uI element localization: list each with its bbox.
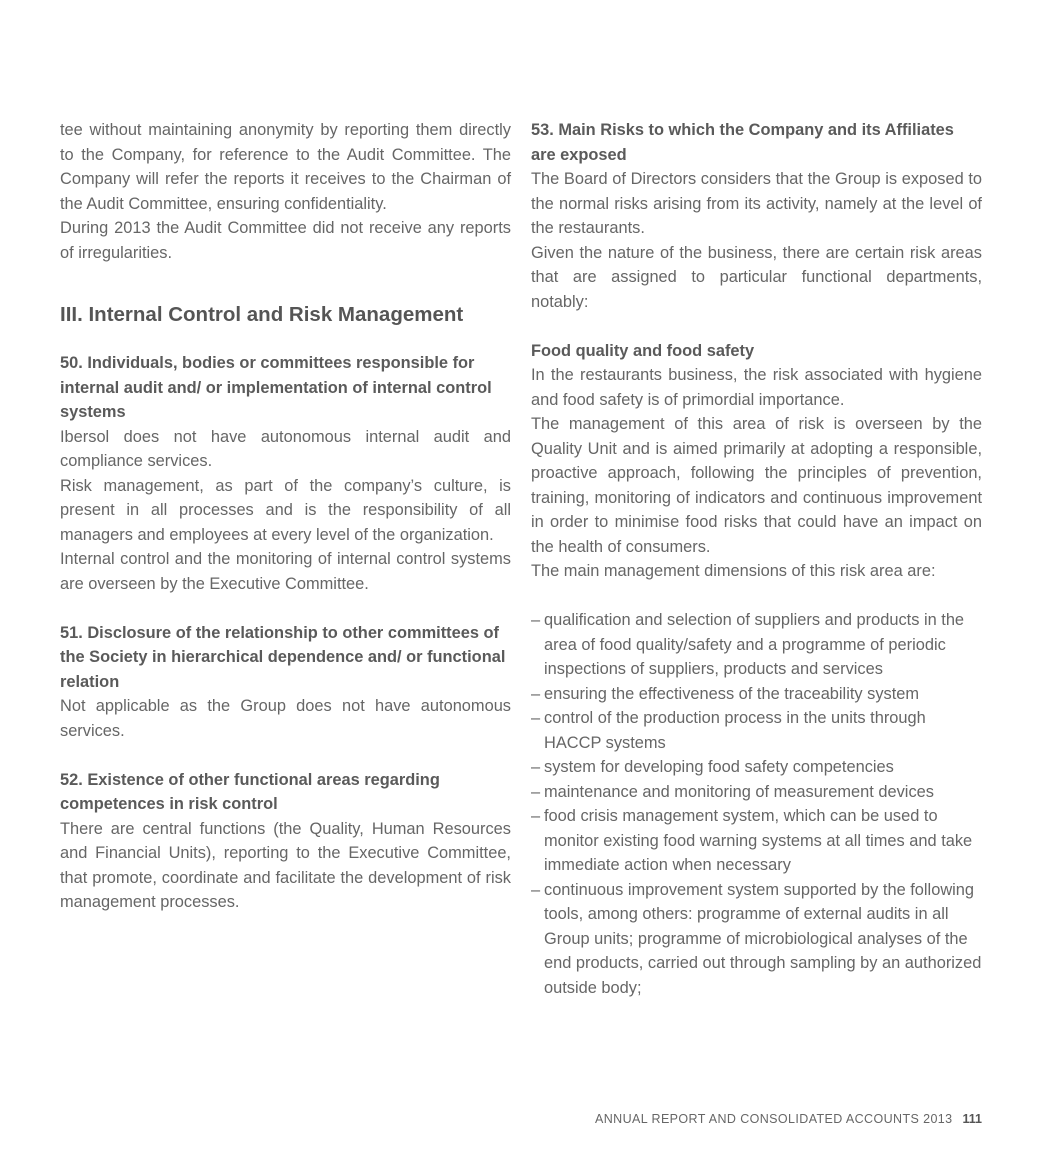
page-number: 111	[962, 1112, 982, 1126]
list-item: – system for developing food safety competencies	[531, 755, 982, 780]
section-52-heading: 52. Existence of other functional areas regarding competences in risk control	[60, 770, 440, 813]
list-item: – qualification and selection of suppliers and products in the area of food quality/safety and a programme of periodic inspections of suppliers, products and services	[531, 608, 982, 682]
section-53-paragraph: The Board of Directors considers that the Group is exposed to the normal risks arising from its activity, namely at the level of the restaurants.	[531, 170, 982, 237]
food-safety-heading: Food quality and food safety	[531, 341, 755, 360]
right-column	[531, 118, 982, 1000]
list-item: – continuous improvement system supported by the following tools, among others: programme of external audits in all Group units; programme of microbiological analyses of the end products, carried out through sampling by an authorized outside body;	[531, 878, 982, 1001]
section-title: III. Internal Control and Risk Management	[60, 303, 464, 326]
section-50-paragraph: Risk management, as part of the company’s culture, is present in all processes and is the responsibility of all managers and employees at every level of the organization.	[60, 476, 511, 544]
section-50-heading: 50. Individuals, bodies or committees responsible for internal audit and/ or implementation of internal control systems	[60, 354, 492, 421]
section-53-heading: 53. Main Risks to which the Company and its Affiliates are exposed	[531, 121, 954, 164]
intro-paragraph: During 2013 the Audit Committee did not receive any reports of irregularities.	[60, 219, 511, 262]
food-safety-paragraph: In the restaurants business, the risk associated with hygiene and food safety is of primordial importance.	[531, 366, 982, 409]
management-dimensions-list	[531, 608, 982, 1000]
list-item: – maintenance and monitoring of measurement devices	[531, 780, 982, 805]
food-safety-paragraph: The main management dimensions of this risk area are:	[531, 562, 936, 580]
intro-paragraph: tee without maintaining anonymity by reporting them directly to the Company, for reference to the Audit Committee. The Company will refer the reports it receives to the Chairman of the Audit Committee, ensuring confidentiality.	[60, 121, 511, 213]
food-safety-paragraph: The management of this area of risk is overseen by the Quality Unit and is aimed primarily at adopting a responsible, proactive approach, following the principles of prevention, training, monitoring of indicators and continuous improvement in order to minimise food risks that could have an impact on the health of consumers.	[531, 415, 982, 556]
page-footer	[595, 1112, 982, 1126]
section-50-paragraph: Internal control and the monitoring of internal control systems are overseen by the Executive Committee.	[60, 550, 511, 593]
report-title: ANNUAL REPORT AND CONSOLIDATED ACCOUNTS 2013	[595, 1112, 953, 1126]
section-51-heading: 51. Disclosure of the relationship to other committees of the Society in hierarchical dependence and/ or functional relation	[60, 623, 506, 691]
section-50-paragraph: Ibersol does not have autonomous internal audit and compliance services.	[60, 427, 511, 470]
list-item: – food crisis management system, which can be used to monitor existing food warning systems at all times and take immediate action when necessary	[531, 804, 982, 878]
section-52-paragraph: There are central functions (the Quality, Human Resources and Financial Units), reporting to the Executive Committee, that promote, coordinate and facilitate the development of risk management processes.	[60, 819, 511, 911]
section-53-paragraph: Given the nature of the business, there are certain risk areas that are assigned to particular functional departments, notably:	[531, 243, 982, 311]
section-51-paragraph: Not applicable as the Group does not have autonomous services.	[60, 697, 511, 740]
list-item: – ensuring the effectiveness of the traceability system	[531, 682, 982, 707]
left-column	[60, 118, 511, 915]
list-item: – control of the production process in the units through HACCP systems	[531, 706, 982, 755]
